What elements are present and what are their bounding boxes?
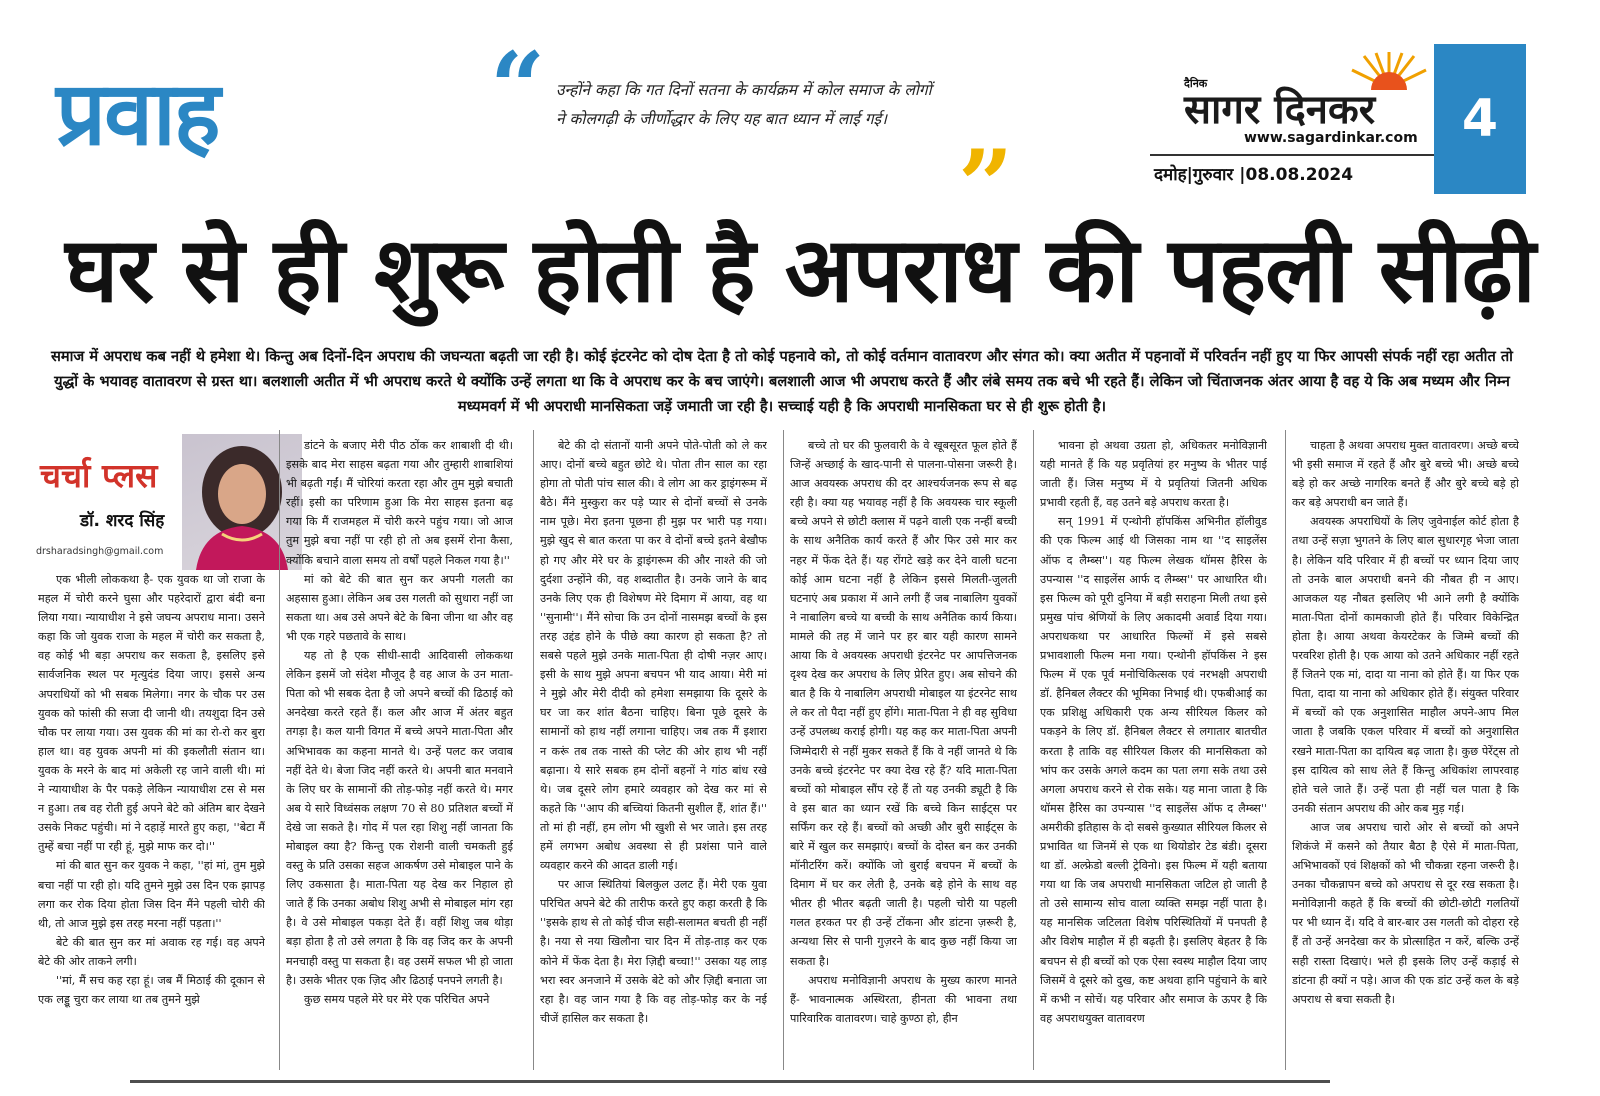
article-paragraph: एक भीली लोककथा है- एक युवक था जो राजा के महल में चोरी करने घुसा और पहरेदारों द्वारा बंदी बना लिया गया। न्यायाधीश ने इसे जघन्य अपराध माना। उसने कहा कि जो युवक राजा के महल में चोरी कर सकता है, वह कोई भी बड़ा अपराध कर सकता है, इसलिए इसे सार्वजनिक स्थल पर मृत्युदंड दिया जाए। इससे अन्य अपराधियों को भी सबक मिलेगा। नगर के चौक पर उस युवक को फांसी की सजा दी जानी थी। तयशुदा दिन उसे चौक पर लाया गया। उस युवक की मां का रो-रो कर बुरा हाल था। वह युवक अपनी मां की इकलौती संतान था। युवक के मरने के बाद मां अकेली रह जाने वाली थी। मां ने न्यायाधीश के पैर पकड़े लेकिन न्यायाधीश टस से मस न हुआ। तब वह रोती हुई अपने बेटे को अंतिम बार देखने उसके निकट पहुंची। मां ने दहाड़ें मारते हुए कहा, ''बेटा मैं तुम्हें बचा नहीं पा रही हूं, मुझे माफ कर दो।'' [38, 573, 265, 854]
column-rule [783, 430, 784, 1070]
article-column-5 [1040, 436, 1267, 1078]
section-title: प्रवाह [56, 62, 219, 165]
author-name: डॉ. शरद सिंह [80, 511, 165, 531]
article-paragraph: कुछ समय पहले मेरे घर मेरे एक परिचित अपने [304, 992, 490, 1006]
author-portrait-icon [182, 434, 302, 570]
article-paragraph: डांटने के बजाए मेरी पीठ ठोंक कर शाबाशी दी थी। इसके बाद मेरा साहस बढ़ता गया और तुम्हारी शाबाशियां भी बढ़ती गईं। मैं चोरियां करता रहा और तुम मुझे बचाती रहीं। इसी का परिणाम हुआ कि मेरा साहस इतना बढ़ गया कि मैं राजमहल में चोरी करने पहुंच गया। जो आज तुम मुझे बचा नहीं पा रही हो तो अब इसमें रोना कैसा, क्योंकि बचाने वाला समय तो वर्षों पहले निकल गया है।'' [286, 439, 513, 567]
column-rule [279, 430, 280, 1070]
byline [36, 434, 278, 570]
author-email[interactable]: drsharadsingh@gmail.com [36, 546, 164, 557]
article-paragraph: आज जब अपराध चारो ओर से बच्चों को अपने शिकंजे में कसने को तैयार बैठा है ऐसे में माता-पिता, अभिभावकों एवं शिक्षकों को भी चौकन्ना रहना जरूरी है। उनका चौकन्नापन बच्चे को अपराध से दूर रख सकता है। मनोविज्ञानी कहते हैं कि बच्चों की छोटी-छोटी गलतियों पर भी ध्यान दें। यदि वे बार-बार उस गलती को दोहरा रहे हैं तो उन्हें अनदेखा कर के प्रोत्साहित न करें, बल्कि उन्हें सही रास्ता दिखाएं। भले ही इसके लिए उन्हें कड़ाई से डांटना ही क्यों न पड़े। आज की एक डांट उन्हें कल के बड़े अपराध से बचा सकती है। [1292, 820, 1519, 1006]
article-column-6 [1292, 436, 1519, 1078]
article-paragraph: पर आज स्थितियां बिलकुल उलट हैं। मेरी एक युवा परिचित अपने बेटे की तारीफ करते हुए कहा करती है कि ''इसके हाथ से तो कोई चीज सही-सलामत बचती ही नहीं है। नया से नया खिलौना चार दिन में तोड़-ताड़ कर एक कोने में फेंक देता है। मेरा ज़िद्दी बच्चा!'' उसका यह लाड़ भरा स्वर अनजाने में उसके बेटे को और ज़िद्दी बनाता जा रहा है। वह जान गया है कि वह तोड़-फोड़ कर के नई चीजें हासिल कर सकता है। [540, 878, 767, 1025]
article-paragraph: बच्चे तो घर की फुलवारी के वे खूबसूरत फूल होते हैं जिन्हें अच्छाई के खाद-पानी से पालना-पोसना जरूरी है। आज अवयस्क अपराध की दर आश्चर्यजनक रूप से बढ़ रही है। क्या यह भयावह नहीं है कि अवयस्क चार स्कूली बच्चे अपने से छोटी क्लास में पढ़ने वाली एक नन्हीं बच्ची के साथ अनैतिक कार्य करते हैं और फिर उसे मार कर नहर में फेंक देते हैं। यह रोंगटे खड़े कर देने वाली घटना कोई आम घटना नहीं है लेकिन इससे मिलती-जुलती घटनाएं अब प्रकाश में आने लगी हैं जब नाबालिग युवकों ने नाबालिग बच्चे या बच्ची के साथ अनैतिक कार्य किया। मामले की तह में जाने पर हर बार यही कारण सामने आया कि वे अवयस्क अपराधी इंटरनेट पर आपत्तिजनक दृश्य देख कर अपराध के लिए प्रेरित हुए। अब सोचने की बात है कि ये नाबालिग अपराधी मोबाइल या इंटरनेट साथ ले कर तो पैदा नहीं हुए होंगे। माता-पिता ने ही वह सुविधा उन्हें उपलब्ध कराई होगी। यह कह कर माता-पिता अपनी जिम्मेदारी से नहीं मुकर सकते हैं कि वे नहीं जानते थे कि उनके बच्चे इंटरनेट पर क्या देख रहे हैं? यदि माता-पिता बच्चों को मोबाइल सौंप रहे हैं तो यह उनकी ड्यूटी है कि वे इस बात का ध्यान रखें कि बच्चे किन साईट्स पर सर्फिंग कर रहे हैं। बच्चों को अच्छी और बुरी साईट्स के बारे में खुल कर समझाएं। बच्चों के दोस्त बन कर उनकी मॉनीटरिंग करें। क्योंकि जो बुराई बचपन में बच्चों के दिमाग में घर कर लेती है, उनके बड़े होने के साथ वह भीतर ही भीतर बढ़ती जाती है। पहली चोरी या पहली गलत हरकत पर ही उन्हें टोंकना और डांटना ज़रूरी है, अन्यथा सिर से पानी गुज़रने के बाद कुछ नहीं किया जा सकता है। [790, 439, 1017, 968]
article-column-4 [790, 436, 1017, 1078]
dateline: दमोह|गुरुवार |08.08.2024 [1154, 165, 1354, 185]
headline: घर से ही शुरू होती है अपराध की पहली सीढ़ी [65, 218, 1535, 323]
article-paragraph: भावना हो अथवा उग्रता हो, अधिकतर मनोविज्ञानी यही मानते हैं कि यह प्रवृतियां हर मनुष्य के भीतर पाई जाती हैं। जिस मनुष्य में ये प्रवृतियां जितनी अधिक प्रभावी रहती हैं, वह उतने बड़े अपराध करता है। [1040, 439, 1267, 510]
section-logo [56, 58, 376, 176]
brand-name: सागर दिनकर [1184, 87, 1376, 133]
column-rule [533, 430, 534, 1070]
quote-close-icon: ” [958, 129, 1014, 242]
article-paragraph: बेटे की बात सुन कर मां अवाक रह गई। वह अपने बेटे की ओर ताकने लगी। [38, 935, 265, 968]
article-paragraph: अपराध मनोविज्ञानी अपराध के मुख्य कारण मानते हैं- भावनात्मक अस्थिरता, हीनता की भावना तथा पारिवारिक वातावरण। चाहे कुण्ठा हो, हीन [790, 973, 1017, 1025]
article-paragraph: अवयस्क अपराधियों के लिए जुवेनाईल कोर्ट होता है तथा उन्हें सज़ा भुगतने के लिए बाल सुधारगृह भेजा जाता है। लेकिन यदि परिवार में ही बच्चों पर ध्यान दिया जाए तो उनके बाल अपराधी बनने की नौबत ही न आए। आजकल यह नौबत इसलिए भी आने लगी है क्योंकि माता-पिता दोनों कामकाजी होते हैं। परिवार विकेन्द्रित होता है। आया अथवा केयरटेकर के जिम्मे बच्चों की परवरिश होती है। एक आया को उतने अधिकार नहीं रहते हैं जितने एक मां, दादा या नाना को होते हैं। या फिर एक पिता, दादा या नाना को अधिकार होते हैं। संयुक्त परिवार में बच्चों को एक अनुशासित माहौल अपने-आप मिल जाता है जबकि एकल परिवार में बच्चों को अनुशासित रखने माता-पिता का दायित्व बढ़ जाता है। कुछ पेरेंट्स तो इस दायित्व को साध लेते हैं किन्तु अधिकांश लापरवाह होते चले जाते हैं। उन्हें पता ही नहीं चल पाता है कि उनकी संतान अपराध की ओर कब मुड़ गई। [1292, 515, 1519, 815]
column-name: चर्चा प्लस [40, 456, 158, 495]
quote-open-icon: “ [490, 31, 546, 144]
article-paragraph: बेटे की दो संतानों यानी अपने पोते-पोती को ले कर आए। दोनों बच्चे बहुत छोटे थे। पोता तीन साल का रहा होगा तो पोती पांच साल की। वे लोग आ कर ड्राइंगरूम में बैठे। मैंने मुस्कुरा कर पड़े प्यार से दोनों बच्चों से उनके नाम पूछे। मेरा इतना पूछना ही मुझ पर भारी पड़ गया। मुझे खुद से बात करता पा कर वे दोनों बच्चे इतने बेखौफ हो गए और मेरे घर के ड्राइंगरूम की और नाश्ते की जो दुर्दशा उन्होंने की, वह शब्दातीत है। उनके जाने के बाद उनके लिए एक ही विशेषण मेरे दिमाग में आया, वह था ''सुनामी''। मैंने सोचा कि उन दोनों नासमझ बच्चों के इस तरह उद्दंड होने के पीछे क्या कारण हो सकता है? तो सबसे पहले मुझे उनके माता-पिता ही दोषी नज़र आए। इसी के साथ मुझे अपना बचपन भी याद आया। मेरी मां ने मुझे और मेरी दीदी को हमेशा समझाया कि दूसरे के घर जा कर शांत बैठना चाहिए। बिना पूछे दूसरे के सामानों को हाथ नहीं लगाना चाहिए। जब तक मैं इशारा न करूं तब तक नास्ते की प्लेट की ओर हाथ भी नहीं बढ़ाना। ये सारे सबक हम दोनों बहनों ने गांठ बांध रखे थे। जब दूसरे लोग हमारे व्यवहार को देख कर मां से कहते कि ''आप की बच्चियां कितनी सुशील हैं, शांत हैं।'' तो मां ही नहीं, हम लोग भी खुशी से भर जाते। इस तरह हमें लगभग अबोध अवस्था से ही प्रशंसा पाने वाले व्यवहार करने की आदत डाली गई। [540, 439, 767, 873]
newspaper-brand [1150, 50, 1430, 190]
column-rule [1033, 430, 1034, 1070]
article-column-1 [38, 570, 265, 1078]
brand-prefix: दैनिक [1184, 77, 1208, 90]
article-paragraph: ''मां, मैं सच कह रहा हूं। जब मैं मिठाई की दूकान से एक लड्डू चुरा कर लाया था तब तुमने मुझे [38, 973, 265, 1007]
article-paragraph: चाहता है अथवा अपराध मुक्त वातावरण। अच्छे बच्चे भी इसी समाज में रहते हैं और बुरे बच्चे भी। अच्छे बच्चे बड़े हो कर अच्छे नागरिक बनते हैं और बुरे बच्चे बड़े हो कर बड़े अपराधी बन जाते हैं। [1292, 439, 1519, 510]
pull-quote: उन्होंने कहा कि गत दिनों सतना के कार्यक्रम में कोल समाज के लोगों ने कोलगढ़ी के जीर्णोद्धार के लिए यह बात ध्यान में लाई गई। [556, 81, 932, 128]
article-deck: समाज में अपराध कब नहीं थे हमेशा थे। किन्तु अब दिनों-दिन अपराध की जघन्यता बढ़ती जा रही है। कोई इंटरनेट को दोष देता है तो कोई पहनावे को, तो कोई वर्तमान वातावरण और संगत को। क्या अतीत में पहनावों में परिवर्तन नहीं हुए या फिर आपसी संपर्क नहीं रहा अतीत तो युद्धों के भयावह वातावरण से ग्रस्त था। बलशाली अतीत में भी अपराध करते थे क्योंकि उन्हें लगता था कि वे अपराध कर के बच जाएंगे। बलशाली आज भी अपराध करते हैं और लंबे समय तक बचे भी रहते हैं। लेकिन जो चिंताजनक अंतर आया है वह ये कि अब मध्यम और निम्न मध्यमवर्ग में भी अपराधी मानसिकता जड़ें जमाती जा रही है। सच्चाई यही है कि अपराधी मानसिकता घर से ही शुरू होती है। [51, 348, 1513, 415]
article-paragraph: मां को बेटे की बात सुन कर अपनी गलती का अहसास हुआ। लेकिन अब उस गलती को सुधारा नहीं जा सकता था। अब उसे अपने बेटे के बिना जीना था और वह भी एक गहरे पछतावे के साथ। [286, 572, 513, 643]
brand-url[interactable]: www.sagardinkar.com [1244, 130, 1418, 146]
column-rule [1285, 430, 1286, 1070]
article-paragraph: यह तो है एक सीधी-सादी आदिवासी लोककथा लेकिन इसमें जो संदेश मौजूद है वह आज के उन माता-पिता को भी सबक देता है जो अपने बच्चों की ढिठाई को अनदेखा करते रहते हैं। कल और आज में अंतर बहुत तगड़ा है। कल यानी विगत में बच्चे अपने माता-पिता और अभिभावक का कहना मानते थे। उन्हें पलट कर जवाब नहीं देते थे। बेजा जिद नहीं करते थे। अपनी बात मनवाने के लिए घर के सामानों की तोड़-फोड़ नहीं करते थे। मगर अब ये सारे विध्वंसक लक्षण 70 से 80 प्रतिशत बच्चों में देखे जा सकते है। गोद में पल रहा शिशु नहीं जानता कि मोबाइल क्या है? किन्तु एक रोशनी वाली चमकती हुई वस्तु के प्रति उसका सहज आकर्षण उसे मोबाइल पाने के लिए उकसाता है। माता-पिता यह देख कर निहाल हो जाते हैं कि उनका अबोध शिशु अभी से मोबाइल मांग रहा है। वे उसे मोबाइल पकड़ा देते हैं। वहीं शिशु जब थोड़ा बड़ा होता है तो उसे लगता है कि वह जिद कर के अपनी मनचाही वस्तु पा सकता है। वह उसमें सफल भी हो जाता है। उसके भीतर एक ज़िद और ढिठाई पनपने लगती है। [286, 649, 513, 987]
article-paragraph: सन् 1991 में एन्थोनी हॉपकिंस अभिनीत हॉलीवुड की एक फिल्म आई थी जिसका नाम था ''द साइलेंस ऑफ द लैम्ब्स''। यह फिल्म लेखक थॉमस हैरिस के उपन्यास ''द साइलेंस आर्फ द लैम्ब्स'' पर आधारित थी। इस फिल्म को पूरी दुनिया में बड़ी सराहना मिली तथा इसे प्रमुख पांच श्रेणियों के लिए अकादमी अवार्ड दिया गया। अपराधकथा पर आधारित फिल्मों में इसे सबसे प्रभावशाली फिल्म मना गया। एन्थोनी हॉपकिंस ने इस फिल्म में एक पूर्व मनोचिकित्सक एवं नरभक्षी अपराधी डॉ. हैनिबल लैक्टर की भूमिका निभाई थी। एफबीआई का एक प्रशिक्षु अधिकारी एक अन्य सीरियल किलर को पकड़ने के लिए डॉ. हैनिबल लैक्टर से लगातार बातचीत करता है ताकि वह सीरियल किलर की मानसिकता को भांप कर उसके अगले कदम का पता लगा सके तथा उसे अगला अपराध करने से रोक सके। यह माना जाता है कि थॉमस हैरिस का उपन्यास ''द साइलेंस ऑफ द लैम्ब्स'' अमरीकी इतिहास के दो सबसे कुख्यात सीरियल किलर से प्रभावित था जिनमें से एक था थियोडोर टेड बंडी। दूसरा था डॉ. अल्फ्रेडो बल्ली ट्रेविनो। इस फिल्म में यही बताया गया था कि जब अपराधी मानसिकता जटिल हो जाती है तो उसे सामान्य सोच वाला व्यक्ति समझ नहीं पाता है। यह मानसिक जटिलता विशेष परिस्थितियों में पनपती है और विशेष माहौल में ही बढ़ती है। इसलिए बेहतर है कि बचपन से ही बच्चों को एक ऐसा स्वस्थ माहौल दिया जाए जिसमें वे दूसरे को दुख, कष्ट अथवा हानि पहुंचाने के बारे में कभी न सोचें। यह परिवार और समाज के ऊपर है कि वह अपराधयुक्त वातावरण [1040, 515, 1267, 1025]
article-column-3 [540, 436, 767, 1078]
author-photo [182, 434, 302, 570]
next-article-strip [0, 1078, 1600, 1096]
crescent-moon-icon [318, 66, 402, 174]
page-number: 4 [1434, 44, 1526, 194]
article-column-2 [286, 436, 513, 1078]
article-paragraph: मां की बात सुन कर युवक ने कहा, ''हां मां, तुम मुझे बचा नहीं पा रही हो। यदि तुमने मुझे उस दिन एक झापड़ लगा कर रोक दिया होता जिस दिन मैंने पहली चोरी की थी, तो आज मुझे इस तरह मरना नहीं पड़ता।'' [38, 859, 265, 930]
brand-rule [1150, 154, 1434, 156]
